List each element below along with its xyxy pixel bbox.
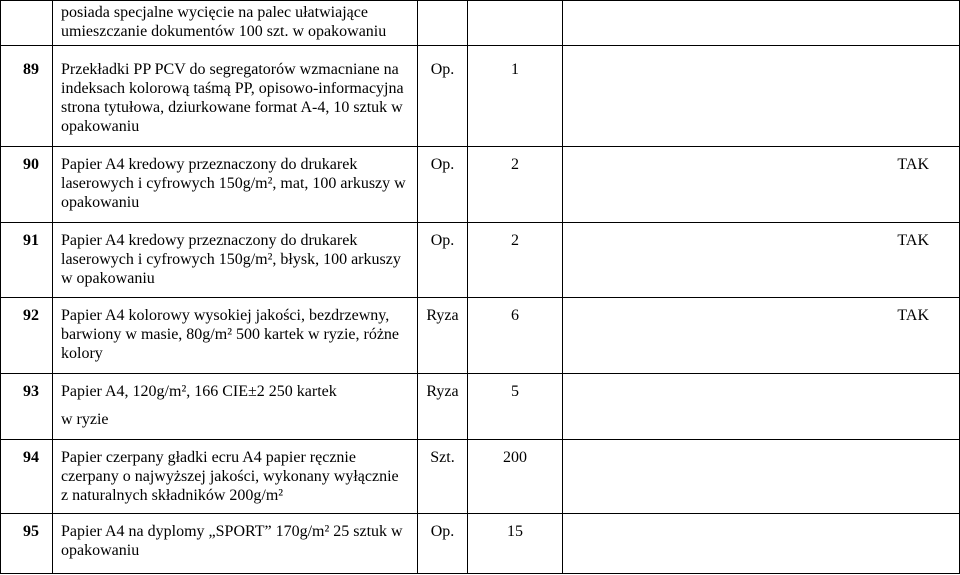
row-unit: Ryza xyxy=(418,298,468,374)
row-description xyxy=(53,374,418,440)
row-unit: Op. xyxy=(418,514,468,574)
row-number: 91 xyxy=(1,223,53,298)
row-number: 92 xyxy=(1,298,53,374)
row-unit: Op. xyxy=(418,147,468,223)
row-quantity xyxy=(468,1,563,46)
row-flag: TAK xyxy=(563,298,960,374)
row-description-line2: w ryzie xyxy=(61,411,109,428)
row-description: Papier A4 kredowy przeznaczony do drukarek laserowych i cyfrowych 150g/m², błysk, 100 arkuszy w opakowaniu xyxy=(53,223,418,298)
row-number: 90 xyxy=(1,147,53,223)
row-description: Papier czerpany gładki ecru A4 papier ręcznie czerpany o najwyższej jakości, wykonany wyłącznie z naturalnych składników 200g/m² xyxy=(53,440,418,514)
table-row xyxy=(1,147,960,223)
row-number: 93 xyxy=(1,374,53,440)
row-description: Papier A4 na dyplomy „SPORT” 170g/m² 25 sztuk w opakowaniu xyxy=(53,514,418,574)
row-quantity: 2 xyxy=(468,147,563,223)
row-description: Papier A4 kolorowy wysokiej jakości, bezdrzewny, barwiony w masie, 80g/m² 500 kartek w ryzie, różne kolory xyxy=(53,298,418,374)
row-flag xyxy=(563,46,960,147)
row-flag: TAK xyxy=(563,223,960,298)
row-description: Papier A4 kredowy przeznaczony do drukarek laserowych i cyfrowych 150g/m², mat, 100 arkuszy w opakowaniu xyxy=(53,147,418,223)
table-row xyxy=(1,223,960,298)
table-row xyxy=(1,374,960,440)
row-flag xyxy=(563,440,960,514)
row-number: 95 xyxy=(1,514,53,574)
row-flag xyxy=(563,1,960,46)
row-unit: Op. xyxy=(418,46,468,147)
row-quantity: 200 xyxy=(468,440,563,514)
row-unit: Ryza xyxy=(418,374,468,440)
row-number: 94 xyxy=(1,440,53,514)
row-quantity: 2 xyxy=(468,223,563,298)
row-number xyxy=(1,1,53,46)
row-flag xyxy=(563,374,960,440)
row-description: posiada specjalne wycięcie na palec ułatwiające umieszczanie dokumentów 100 szt. w opakowaniu xyxy=(53,1,418,46)
table-row xyxy=(1,298,960,374)
row-number: 89 xyxy=(1,46,53,147)
table-row xyxy=(1,1,960,46)
row-quantity: 15 xyxy=(468,514,563,574)
table-row xyxy=(1,440,960,514)
row-unit xyxy=(418,1,468,46)
row-flag: TAK xyxy=(563,147,960,223)
row-quantity: 6 xyxy=(468,298,563,374)
row-unit: Szt. xyxy=(418,440,468,514)
table-row xyxy=(1,46,960,147)
row-description-line1: Papier A4, 120g/m², 166 CIE±2 250 kartek xyxy=(61,383,337,400)
row-quantity: 5 xyxy=(468,374,563,440)
row-quantity: 1 xyxy=(468,46,563,147)
row-description: Przekładki PP PCV do segregatorów wzmacniane na indeksach kolorową taśmą PP, opisowo-informacyjna strona tytułowa, dziurkowane format A-4, 10 sztuk w opakowaniu xyxy=(53,46,418,147)
row-flag xyxy=(563,514,960,574)
row-unit: Op. xyxy=(418,223,468,298)
table-row xyxy=(1,514,960,574)
